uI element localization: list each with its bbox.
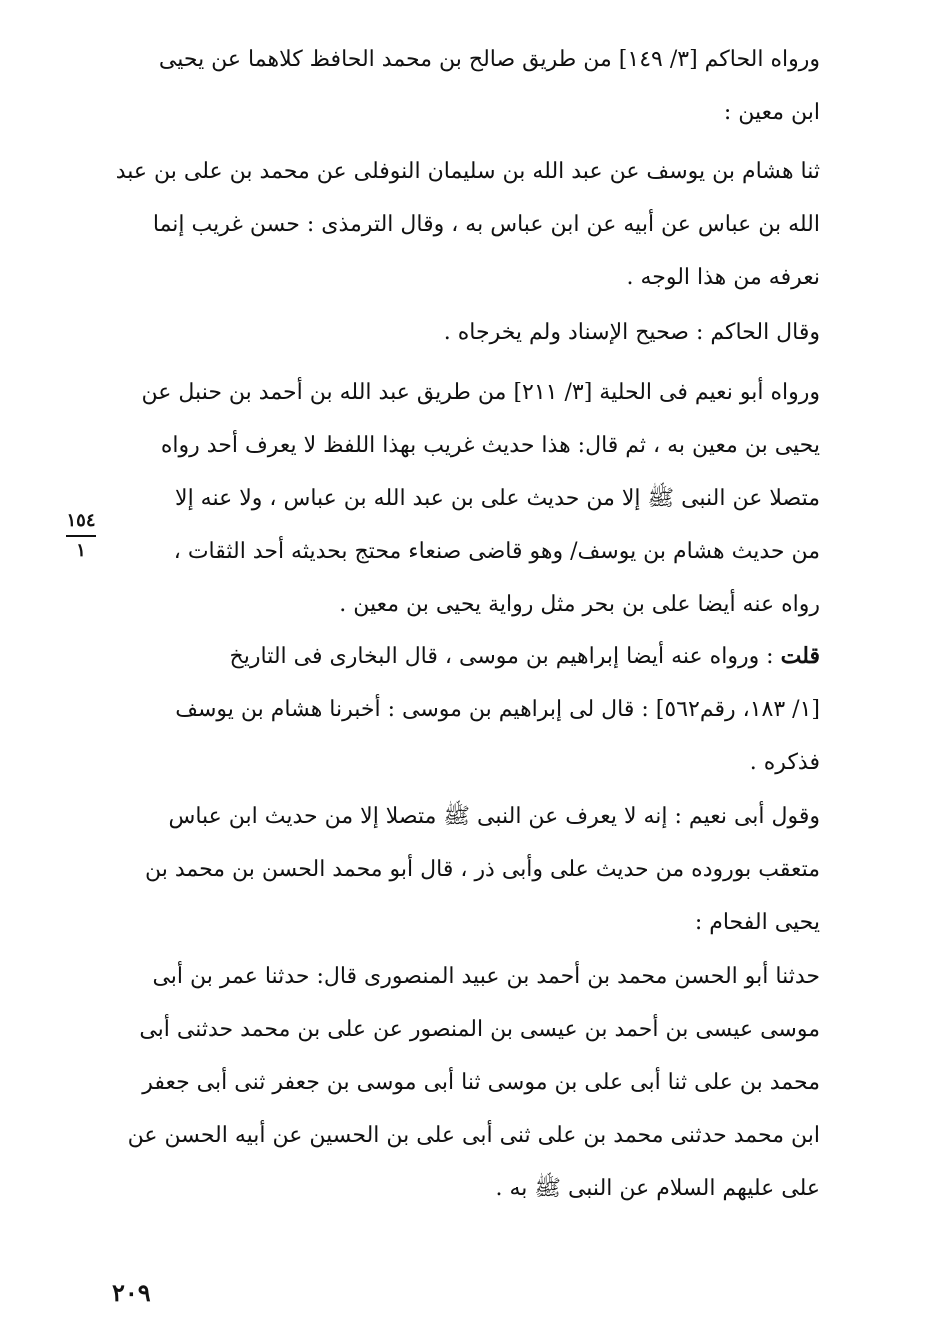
- text-line: [١/ ١٨٣، رقم٥٦٢] : قال لى إبراهيم بن موسى : أخبرنا هشام بن يوسف: [175, 697, 820, 722]
- text-line: ثنا هشام بن يوسف عن عبد الله بن سليمان النوفلى عن محمد بن على بن عبد: [115, 159, 820, 184]
- text-line: ورواه الحاكم [٣/ ١٤٩] من طريق صالح بن محمد الحافظ كلاهما عن يحيى: [158, 47, 820, 72]
- text-line: متعقب بوروده من حديث على وأبى ذر ، قال أبو محمد الحسن بن محمد بن: [144, 857, 820, 882]
- text-line: ابن محمد حدثنى محمد بن على ثنى أبى على بن الحسين عن أبيه الحسن عن: [127, 1123, 820, 1148]
- text-line: ابن معين :: [723, 100, 820, 125]
- page-number: ٢٠٩: [112, 1278, 151, 1307]
- text-line: من حديث هشام بن يوسف/ وهو قاضى صنعاء محتج بحديثه أحد الثقات ،: [173, 539, 820, 564]
- text-line: ورواه أبو نعيم فى الحلية [٣/ ٢١١] من طريق عبد الله بن أحمد بن حنبل عن: [141, 380, 820, 405]
- text-line: وقال الحاكم : صحيح الإسناد ولم يخرجاه .: [443, 320, 820, 345]
- text-line: حدثنا أبو الحسن محمد بن أحمد بن عبيد المنصورى قال: حدثنا عمر بن أبى: [152, 964, 820, 989]
- text-line: يحيى بن معين به ، ثم قال: هذا حديث غريب بهذا اللفظ لا يعرف أحد رواه: [160, 433, 820, 458]
- text-line: نعرفه من هذا الوجه .: [626, 265, 820, 290]
- text-line: رواه عنه أيضا على بن بحر مثل رواية يحيى بن معين .: [339, 592, 820, 617]
- qult-lead: قلت: [780, 643, 820, 669]
- paragraph-6: [100, 790, 820, 949]
- margin-note-bottom: ١: [76, 540, 86, 561]
- text-line: الله بن عباس عن أبيه عن ابن عباس به ، وقال الترمذى : حسن غريب إنما: [152, 212, 820, 237]
- text-line: وقول أبى نعيم : إنه لا يعرف عن النبى ﷺ متصلا إلا من حديث ابن عباس: [168, 804, 820, 829]
- margin-note-rule: [66, 535, 96, 537]
- text-line: محمد بن على ثنا أبى على بن موسى ثنا أبى موسى بن جعفر ثنى أبى جعفر: [142, 1070, 820, 1095]
- paragraph-2: [100, 145, 820, 304]
- margin-note-top: ١٥٤: [66, 510, 96, 531]
- text-line: [100, 630, 820, 683]
- paragraph-3: [100, 306, 820, 359]
- paragraph-5: [100, 630, 820, 789]
- text-run: : ورواه عنه أيضا إبراهيم بن موسى ، قال البخارى فى التاريخ: [229, 644, 781, 669]
- paragraph-1: [100, 33, 820, 139]
- paragraph-7: [100, 950, 820, 1215]
- text-line: متصلا عن النبى ﷺ إلا من حديث على بن عبد الله بن عباس ، ولا عنه إلا: [175, 486, 820, 511]
- text-line: على عليهم السلام عن النبى ﷺ به .: [495, 1176, 820, 1201]
- text-line: فذكره .: [749, 750, 820, 775]
- text-line: يحيى الفحام :: [694, 910, 820, 935]
- margin-folio-note: [62, 510, 100, 562]
- text-line: موسى عيسى بن أحمد بن عيسى بن المنصور عن على بن محمد حدثنى أبى: [139, 1017, 820, 1042]
- paragraph-4: [100, 366, 820, 631]
